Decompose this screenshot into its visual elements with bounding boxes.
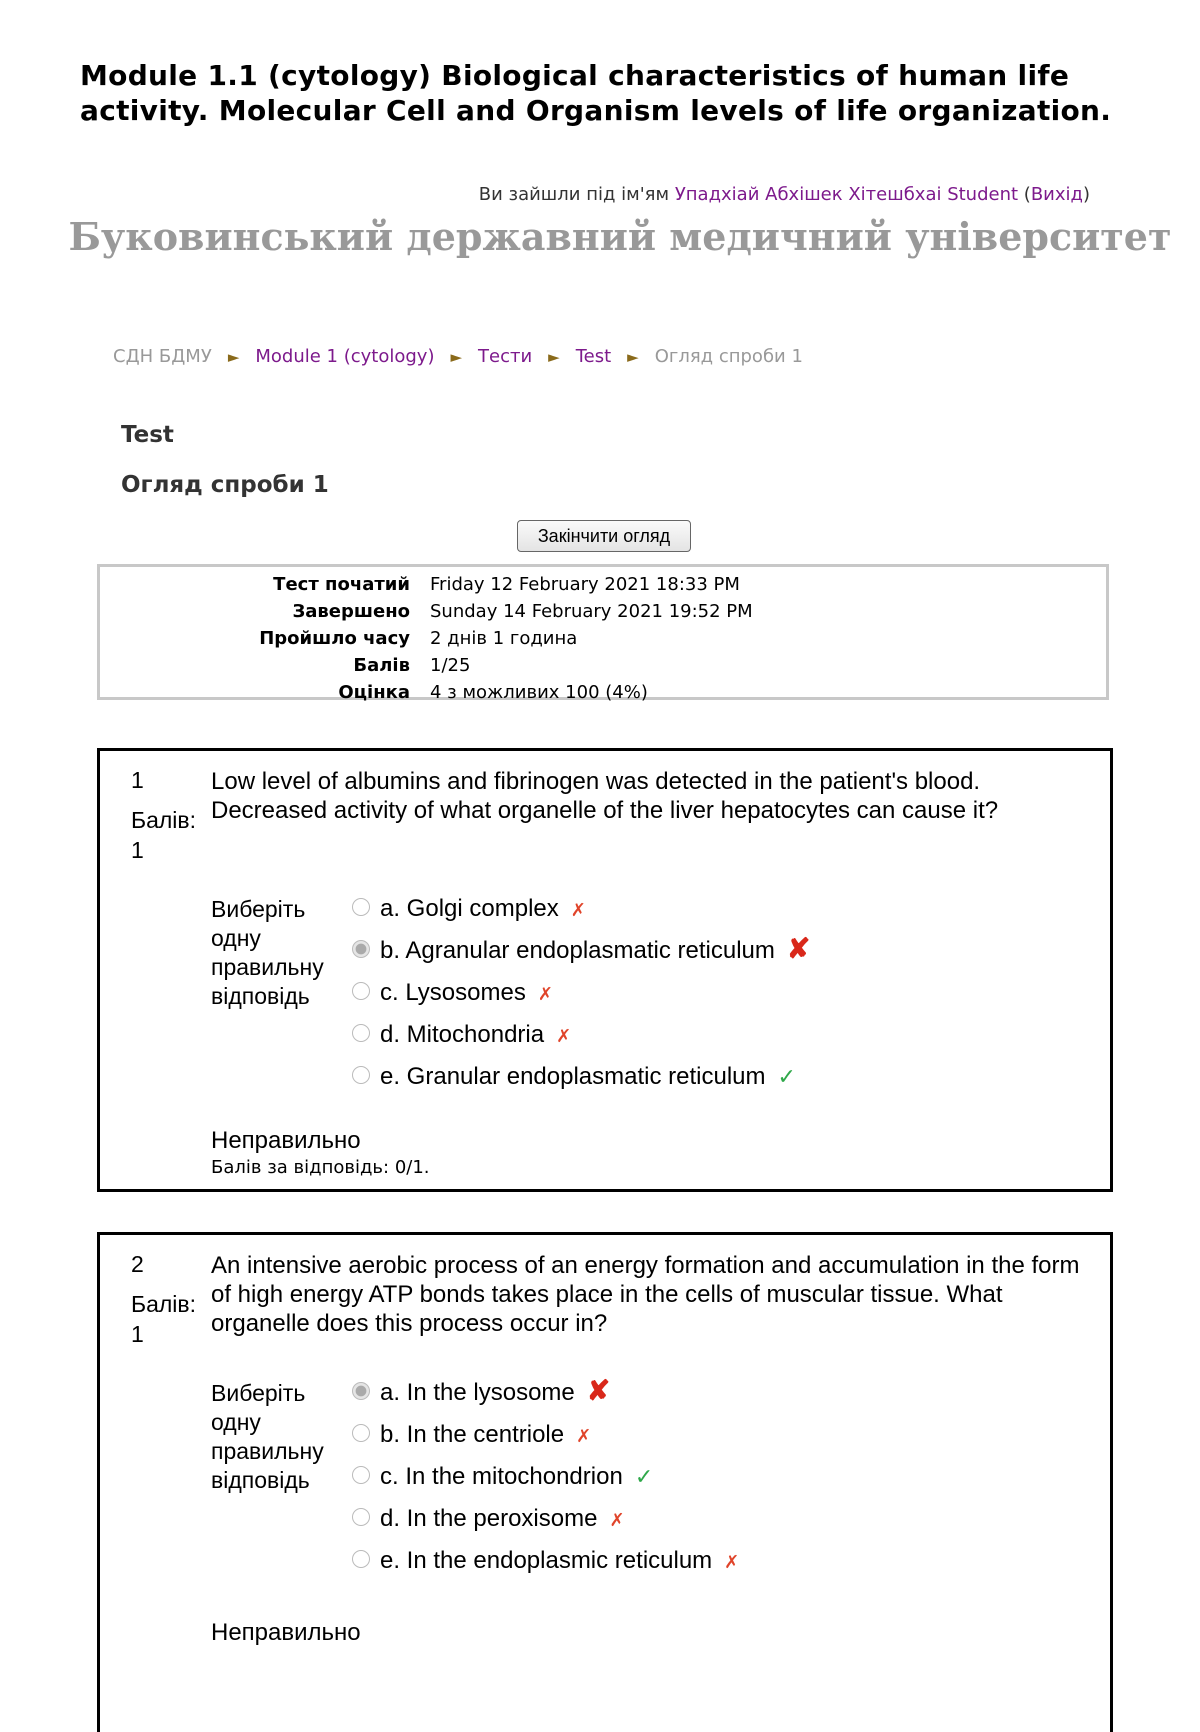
summary-row bbox=[100, 571, 753, 598]
correct-check-icon: ✓ bbox=[634, 1464, 654, 1489]
finish-review-button[interactable]: Закінчити огляд bbox=[517, 520, 691, 552]
site-name: Буковинський державний медичний університет bbox=[68, 214, 1172, 259]
radio-button[interactable] bbox=[352, 982, 370, 1000]
answer-option[interactable] bbox=[352, 1063, 810, 1105]
summary-value: Friday 12 February 2021 18:33 PM bbox=[430, 574, 740, 595]
breadcrumb-current: Огляд спроби 1 bbox=[654, 346, 803, 367]
answer-options bbox=[352, 895, 810, 1105]
question-marks-label: Балів: bbox=[131, 1291, 197, 1317]
breadcrumb bbox=[113, 346, 803, 367]
option-label: d. Mitochondria bbox=[380, 1021, 545, 1048]
breadcrumb-module[interactable]: Module 1 (cytology) bbox=[255, 346, 435, 367]
page-subheading: Огляд спроби 1 bbox=[121, 472, 329, 498]
incorrect-mark-icon: ✗ bbox=[556, 1026, 572, 1046]
question-marks-label: Балів: bbox=[131, 807, 197, 833]
incorrect-mark-icon: ✗ bbox=[537, 984, 553, 1004]
incorrect-selected-mark-icon: ✘ bbox=[586, 1375, 611, 1406]
incorrect-mark-icon: ✗ bbox=[609, 1510, 625, 1530]
summary-value: 1/25 bbox=[430, 655, 471, 676]
answer-option[interactable] bbox=[352, 1463, 739, 1505]
breadcrumb-separator-icon: ► bbox=[227, 348, 240, 366]
answer-option[interactable] bbox=[352, 1505, 739, 1547]
question-marks-value: 1 bbox=[131, 837, 144, 863]
answer-prompt: Виберіть одну правильну відповідь bbox=[211, 1380, 324, 1493]
breadcrumb-separator-icon: ► bbox=[450, 348, 463, 366]
radio-button[interactable] bbox=[352, 1024, 370, 1042]
question-text: Low level of albumins and fibrinogen was detected in the patient's blood. Decreased activity of what organelle of the liver hepatocytes can cause it? bbox=[211, 768, 999, 824]
answer-option[interactable] bbox=[352, 895, 810, 937]
login-info: Ви зайшли під ім'ям Упадхіай Абхішек Хітешбхаі Student (Вихід) bbox=[478, 184, 1090, 205]
summary-label: Оцінка bbox=[338, 682, 410, 703]
answer-option[interactable] bbox=[352, 1021, 810, 1063]
option-label: e. Granular endoplasmatic reticulum bbox=[380, 1063, 766, 1090]
option-label: b. Agranular endoplasmatic reticulum bbox=[380, 937, 775, 964]
breadcrumb-separator-icon: ► bbox=[627, 348, 639, 366]
question-status: Неправильно bbox=[211, 1127, 361, 1154]
option-label: c. In the mitochondrion bbox=[380, 1463, 623, 1490]
breadcrumb-separator-icon: ► bbox=[548, 348, 560, 366]
summary-value: 4 з можливих 100 (4%) bbox=[430, 682, 648, 703]
answer-option[interactable] bbox=[352, 1547, 739, 1589]
summary-row bbox=[100, 625, 753, 652]
radio-button-selected[interactable] bbox=[352, 1382, 370, 1400]
question-2 bbox=[97, 1232, 1113, 1732]
answer-option[interactable] bbox=[352, 1375, 739, 1421]
summary-row bbox=[100, 652, 753, 679]
radio-button[interactable] bbox=[352, 898, 370, 916]
answer-options bbox=[352, 1375, 740, 1589]
breadcrumb-test[interactable]: Test bbox=[575, 346, 612, 367]
summary-value: Sunday 14 February 2021 19:52 PM bbox=[430, 601, 753, 622]
radio-button[interactable] bbox=[352, 1424, 370, 1442]
logout-link[interactable]: Вихід bbox=[1030, 184, 1083, 205]
incorrect-mark-icon: ✗ bbox=[576, 1426, 592, 1446]
answer-option[interactable] bbox=[352, 979, 810, 1021]
summary-label: Тест початий bbox=[273, 574, 410, 595]
question-text: An intensive aerobic process of an energy formation and accumulation in the form of high energy ATP bonds takes place in the cells of muscular tissue. What organelle does this process occur in? bbox=[211, 1252, 1080, 1337]
option-label: a. In the lysosome bbox=[380, 1379, 575, 1406]
login-prefix: Ви зайшли під ім'ям bbox=[478, 184, 670, 205]
incorrect-mark-icon: ✗ bbox=[570, 900, 586, 920]
breadcrumb-tests[interactable]: Тести bbox=[478, 346, 533, 367]
option-label: d. In the peroxisome bbox=[380, 1505, 598, 1532]
correct-check-icon: ✓ bbox=[777, 1064, 796, 1089]
summary-value: 2 днів 1 година bbox=[430, 628, 578, 649]
answer-prompt: Виберіть одну правильну відповідь bbox=[211, 896, 324, 1009]
radio-button[interactable] bbox=[352, 1466, 370, 1484]
question-number: 1 bbox=[131, 767, 144, 793]
question-score: Балів за відповідь: 0/1. bbox=[211, 1157, 430, 1178]
attempt-summary-table bbox=[97, 564, 1109, 703]
document-title: Module 1.1 (cytology) Biological characteristics of human life activity. Molecular Cell and Organism levels of life organization. bbox=[80, 59, 1112, 127]
summary-label: Пройшло часу bbox=[259, 628, 410, 649]
radio-button[interactable] bbox=[352, 1066, 370, 1084]
summary-label: Завершено bbox=[292, 601, 410, 622]
incorrect-selected-mark-icon: ✘ bbox=[786, 933, 811, 964]
user-profile-link[interactable]: Упадхіай Абхішек Хітешбхаі Student bbox=[674, 184, 1019, 205]
summary-row bbox=[100, 679, 753, 706]
summary-row bbox=[100, 598, 753, 625]
radio-button-selected[interactable] bbox=[352, 940, 370, 958]
option-label: a. Golgi complex bbox=[380, 895, 559, 922]
answer-option[interactable] bbox=[352, 1421, 739, 1463]
summary-label: Балів bbox=[353, 655, 410, 676]
question-1 bbox=[97, 748, 1113, 1192]
incorrect-mark-icon: ✗ bbox=[724, 1552, 740, 1572]
radio-button[interactable] bbox=[352, 1508, 370, 1526]
question-marks-value: 1 bbox=[131, 1321, 144, 1347]
page-heading: Test bbox=[121, 422, 174, 448]
radio-button[interactable] bbox=[352, 1550, 370, 1568]
answer-option[interactable] bbox=[352, 933, 811, 979]
breadcrumb-home[interactable]: СДН БДМУ bbox=[113, 346, 212, 367]
option-label: b. In the centriole bbox=[380, 1421, 565, 1448]
question-number: 2 bbox=[131, 1251, 144, 1277]
option-label: e. In the endoplasmic reticulum bbox=[380, 1547, 713, 1574]
question-status: Неправильно bbox=[211, 1619, 361, 1646]
option-label: c. Lysosomes bbox=[380, 979, 526, 1006]
